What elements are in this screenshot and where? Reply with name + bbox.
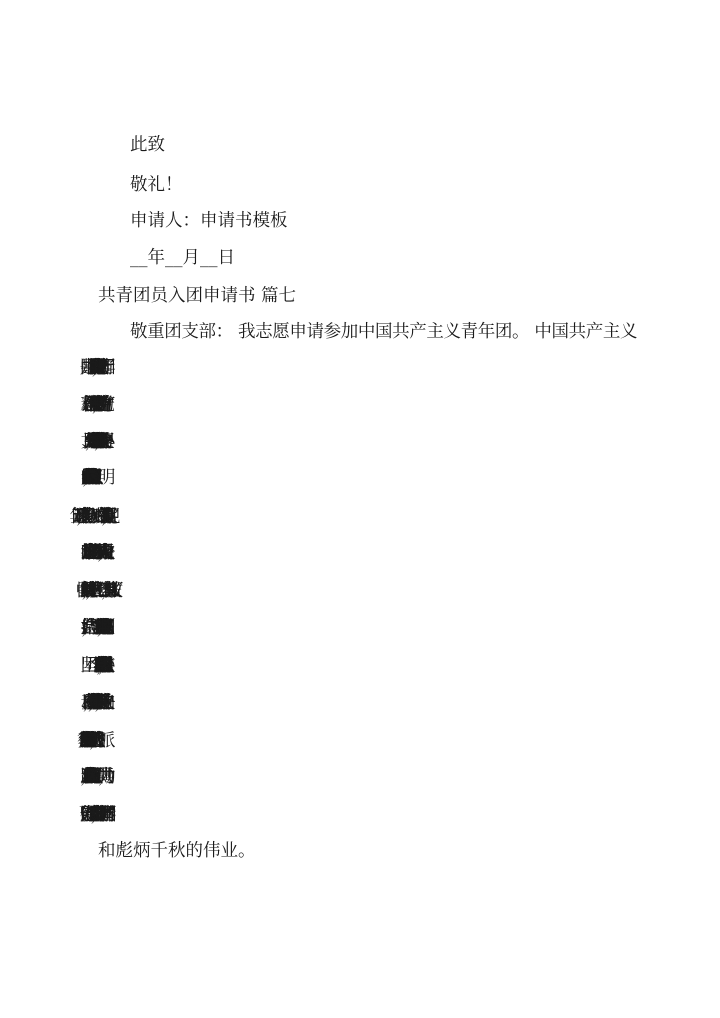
body-line-8 <box>98 583 638 601</box>
body-line-6 <box>98 509 638 527</box>
body-line-13 <box>98 769 638 787</box>
section-heading: 共青团员入团申请书 篇七 <box>98 286 297 306</box>
body-line-12 <box>98 733 638 751</box>
body-line-3 <box>98 397 638 415</box>
closing-line-2: 敬礼！ <box>130 175 183 195</box>
body-line-11 <box>98 695 638 713</box>
body-line-2 <box>98 360 638 378</box>
body-line-5 <box>98 470 638 488</box>
closing-line-1: 此致 <box>130 135 165 155</box>
body-line-15: 和彪炳千秋的伟业。 <box>98 841 256 861</box>
body-line-7 <box>98 545 638 563</box>
body-line-14 <box>98 807 638 825</box>
body-line-1 <box>130 324 638 342</box>
applicant-line: 申请人：申请书模板 <box>130 211 288 231</box>
body-line-4 <box>98 434 638 452</box>
body-line-9 <box>98 620 638 638</box>
date-line: __年__月__日 <box>130 248 235 268</box>
body-text: 敬重团支部： 我志愿申请参加中国共产主义青年团。 中国共产主义 <box>130 322 638 342</box>
body-line-10 <box>98 658 638 676</box>
